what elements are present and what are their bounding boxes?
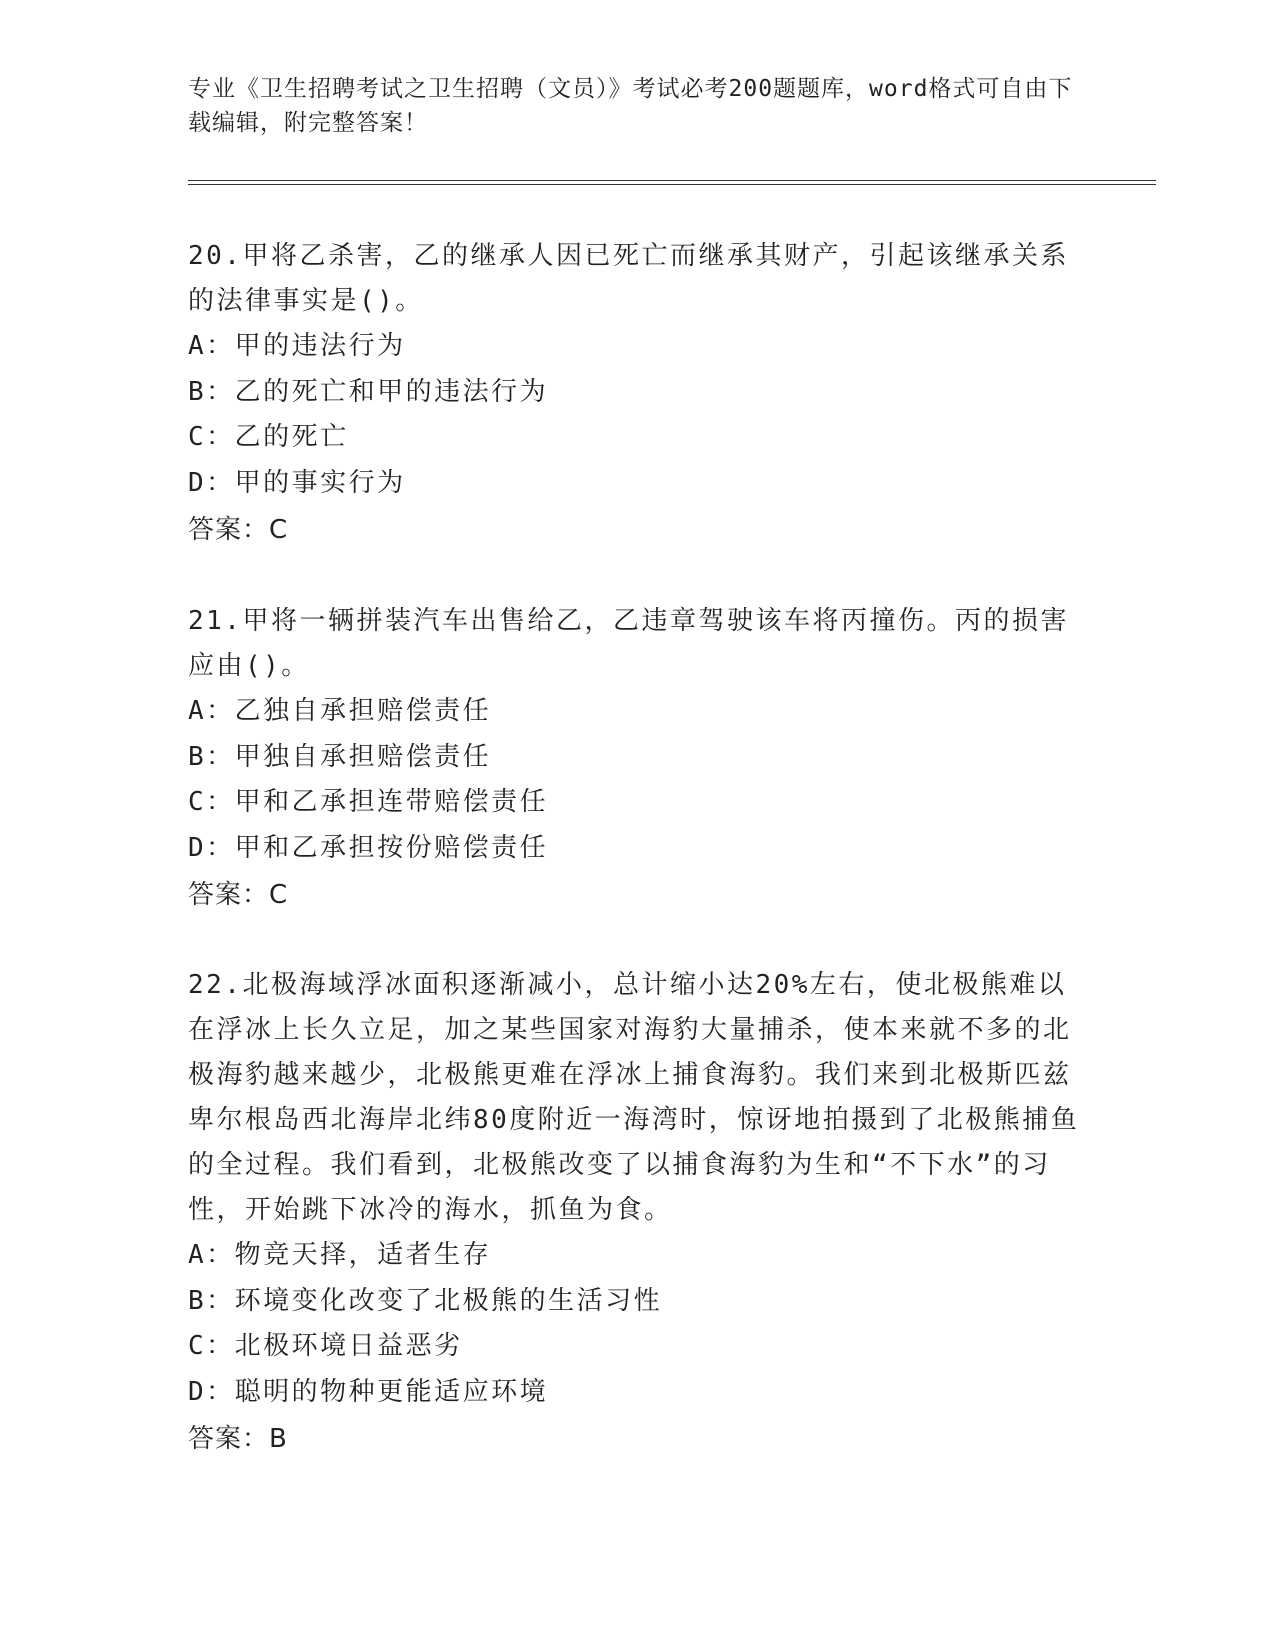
option-b: B：乙的死亡和甲的违法行为 xyxy=(188,376,549,407)
answer: 答案：C xyxy=(188,880,289,910)
option-b: B：甲独自承担赔偿责任 xyxy=(188,741,492,772)
option-d: D：甲和乙承担按份赔偿责任 xyxy=(188,832,549,863)
question-21 xyxy=(188,599,1088,919)
header-divider xyxy=(188,180,1156,185)
option-a: A：物竞天择，适者生存 xyxy=(188,1240,492,1270)
question-20 xyxy=(188,234,1088,554)
answer: 答案：C xyxy=(188,515,289,545)
question-22 xyxy=(188,963,1088,1463)
option-c: C：乙的死亡 xyxy=(188,422,349,452)
option-a: A：甲的违法行为 xyxy=(188,331,406,361)
option-b: B：环境变化改变了北极熊的生活习性 xyxy=(188,1285,663,1316)
question-text: 22.北极海域浮冰面积逐渐减小，总计缩小达20%左右，使北极熊难以在浮冰上长久立足，加之某些国家对海豹大量捕杀，使本来就不多的北极海豹越来越少，北极熊更难在浮冰上捕食海豹。我们来到北极斯匹兹卑尔根岛西北海岸北纬80度附近一海湾时，惊讶地拍摄到了北极熊捕鱼的全过程。我们看到，北极熊改变了以捕食海豹为生和“不下水”的习性，开始跳下冰冷的海水，抓鱼为食。 xyxy=(188,970,1080,1225)
option-c: C：北极环境日益恶劣 xyxy=(188,1331,463,1361)
option-d: D：聪明的物种更能适应环境 xyxy=(188,1376,549,1407)
option-d: D：甲的事实行为 xyxy=(188,467,406,498)
question-text: 21.甲将一辆拼装汽车出售给乙，乙违章驾驶该车将丙撞伤。丙的损害应由()。 xyxy=(188,606,1069,681)
document-header: 专业《卫生招聘考试之卫生招聘（文员）》考试必考200题题库，word格式可自由下载编辑，附完整答案！ xyxy=(188,76,1073,136)
answer: 答案：B xyxy=(188,1424,288,1454)
option-c: C：甲和乙承担连带赔偿责任 xyxy=(188,787,549,817)
option-a: A：乙独自承担赔偿责任 xyxy=(188,696,492,726)
question-text: 20.甲将乙杀害，乙的继承人因已死亡而继承其财产，引起该继承关系的法律事实是()。 xyxy=(188,241,1069,316)
